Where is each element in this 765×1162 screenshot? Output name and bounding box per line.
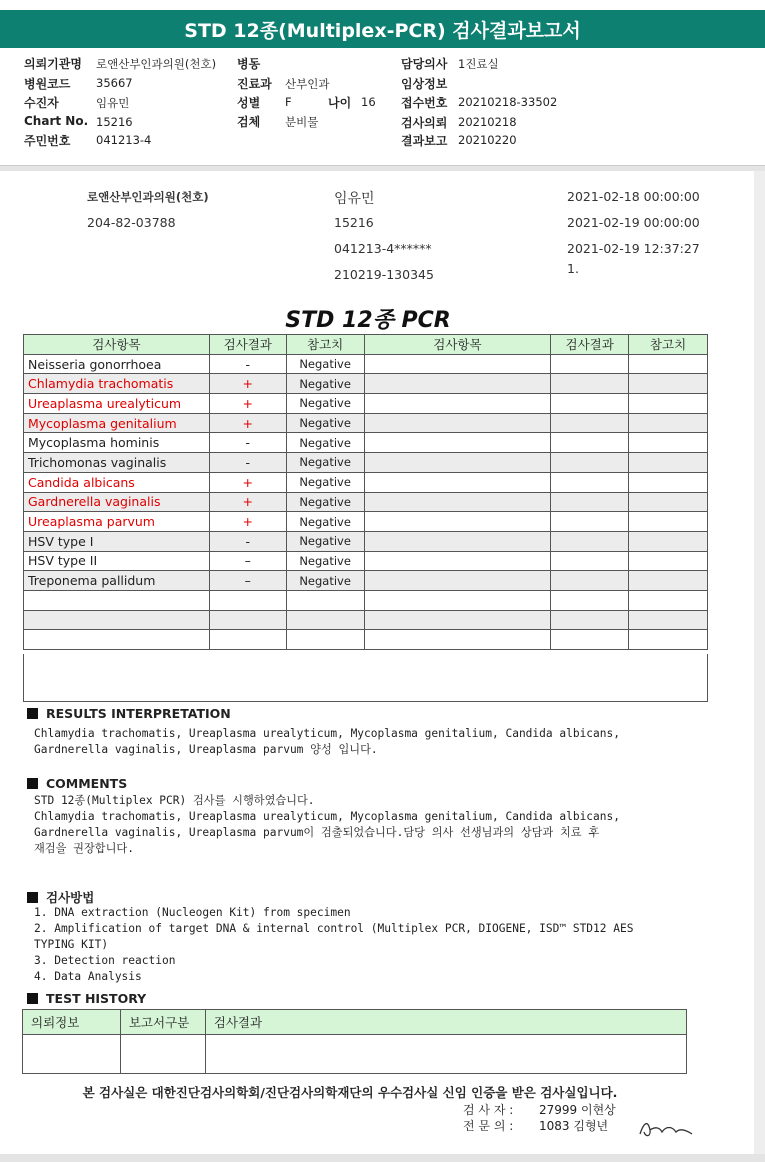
table-row (24, 492, 708, 512)
test-result-cell: + (209, 492, 286, 512)
test-item-cell (24, 590, 210, 610)
history-title-text: TEST HISTORY (46, 991, 147, 1006)
report-chart-no: 15216 (334, 215, 374, 230)
empty-cell (364, 354, 551, 374)
test-result-cell: - (209, 433, 286, 453)
value-specimen: 분비물 (285, 115, 319, 129)
page-margin-right (754, 171, 765, 1154)
empty-cell (364, 472, 551, 492)
empty-cell (629, 630, 708, 650)
tester-name: 27999 이현상 (539, 1103, 616, 1117)
reference-cell (286, 610, 364, 630)
history-cell (205, 1035, 686, 1074)
empty-cell (551, 630, 629, 650)
empty-cell (364, 551, 551, 571)
history-header-request-info: 의뢰정보 (23, 1010, 121, 1035)
empty-cell (551, 531, 629, 551)
results-table (23, 334, 708, 650)
table-row (24, 630, 708, 650)
label-ward: 병동 (237, 57, 261, 71)
header-reference-2: 참고치 (629, 335, 708, 355)
table-row (24, 571, 708, 591)
label-department: 진료과 (237, 77, 272, 91)
empty-cell (629, 512, 708, 532)
test-result-cell: - (209, 453, 286, 473)
empty-cell (551, 492, 629, 512)
empty-cell (364, 590, 551, 610)
empty-cell (364, 453, 551, 473)
results-table-header (24, 335, 708, 355)
history-table-row (23, 1035, 687, 1074)
history-cell (120, 1035, 205, 1074)
empty-cell (364, 512, 551, 532)
results-table-footer-space (23, 654, 708, 702)
empty-cell (364, 531, 551, 551)
test-result-cell: + (209, 413, 286, 433)
empty-cell (551, 472, 629, 492)
table-row (24, 413, 708, 433)
doctor-label: 전 문 의 : (463, 1119, 514, 1133)
interpretation-text: Chlamydia trachomatis, Ureaplasma urealyticum, Mycoplasma genitalium, Candida albicans, Gardnerella vaginalis, Ureaplasma parvum 양성 입니다. (34, 727, 620, 756)
test-result-cell: + (209, 512, 286, 532)
value-sex: F (285, 95, 292, 109)
value-doctor: 1진료실 (458, 57, 499, 71)
report-specimen-no: 210219-130345 (334, 267, 434, 282)
report-page-no: 1. (567, 261, 579, 276)
test-result-cell: - (209, 354, 286, 374)
header-result: 검사결과 (209, 335, 286, 355)
history-cell (23, 1035, 121, 1074)
empty-cell (551, 394, 629, 414)
reference-cell: Negative (286, 512, 364, 532)
empty-cell (629, 531, 708, 551)
label-requesting-institution: 의뢰기관명 (24, 57, 82, 71)
comments-title-text: COMMENTS (46, 776, 128, 791)
method-text: 1. DNA extraction (Nucleogen Kit) from specimen 2. Amplification of target DNA & internal control (Multiplex PCR, DIOGENE, ISD™ STD12 AES TYPING KIT) 3. Detection reaction 4. Data Analysis (34, 906, 634, 983)
label-sex: 성별 (237, 96, 261, 110)
header-reference: 참고치 (286, 335, 364, 355)
label-patient: 수진자 (24, 96, 59, 110)
test-result-cell (209, 610, 286, 630)
empty-cell (629, 433, 708, 453)
empty-cell (629, 571, 708, 591)
test-item-cell: Mycoplasma genitalium (24, 413, 210, 433)
page-margin-bottom (0, 1154, 765, 1162)
empty-cell (364, 571, 551, 591)
certification-notice: 본 검사실은 대한진단검사의학회/진단검사의학재단의 우수검사실 신임 인증을 받은 검사실입니다. (82, 1085, 618, 1100)
empty-cell (629, 413, 708, 433)
label-chart-no: Chart No. (24, 114, 89, 128)
empty-cell (364, 413, 551, 433)
empty-cell (551, 610, 629, 630)
value-resident-number: 041213-4 (96, 133, 152, 147)
table-row (24, 610, 708, 630)
empty-cell (364, 394, 551, 414)
empty-cell (551, 551, 629, 571)
empty-cell (551, 354, 629, 374)
reference-cell (286, 630, 364, 650)
table-row (24, 374, 708, 394)
test-item-cell (24, 630, 210, 650)
test-item-cell: Treponema pallidum (24, 571, 210, 591)
section-bullet-icon (27, 892, 38, 903)
empty-cell (364, 374, 551, 394)
empty-cell (629, 453, 708, 473)
label-doctor: 담당의사 (401, 57, 448, 71)
value-department: 산부인과 (285, 77, 330, 91)
doctor-name: 1083 김형년 (539, 1119, 609, 1133)
table-row (24, 531, 708, 551)
table-row (24, 551, 708, 571)
table-row (24, 394, 708, 414)
label-test-request: 검사의뢰 (401, 116, 448, 130)
patient-info-block (0, 48, 765, 166)
empty-cell (551, 413, 629, 433)
interpretation-title (27, 706, 231, 721)
empty-cell (551, 374, 629, 394)
table-row (24, 354, 708, 374)
empty-cell (364, 630, 551, 650)
history-title (27, 991, 146, 1006)
section-bullet-icon (27, 778, 38, 789)
table-row (24, 453, 708, 473)
test-result-cell: - (209, 531, 286, 551)
empty-cell (629, 394, 708, 414)
report-patient: 임유민 (334, 191, 375, 207)
test-item-cell: Trichomonas vaginalis (24, 453, 210, 473)
header-test-item: 검사항목 (24, 335, 210, 355)
history-table-header (23, 1010, 687, 1035)
empty-cell (551, 453, 629, 473)
empty-cell (629, 492, 708, 512)
empty-cell (629, 354, 708, 374)
tester-label: 검 사 자 : (463, 1103, 514, 1117)
method-title-text: 검사방법 (46, 890, 95, 905)
comments-title (27, 776, 127, 791)
value-result-report: 20210220 (458, 133, 517, 147)
test-item-cell: Chlamydia trachomatis (24, 374, 210, 394)
reference-cell: Negative (286, 472, 364, 492)
value-chart-no: 15216 (96, 115, 133, 129)
comments-text: STD 12종(Multiplex PCR) 검사를 시행하였습니다. Chlamydia trachomatis, Ureaplasma urealyticum, Mycoplasma genitalium, Candida albicans, Gardnerella vaginalis, Ureaplasma parvum이 검출되었습니다.담당 의사 선생님과의 상담과 치료 후 재검을 권장합니다. (34, 794, 620, 855)
test-result-cell: + (209, 394, 286, 414)
label-specimen: 검체 (237, 115, 261, 129)
reference-cell: Negative (286, 492, 364, 512)
header-result-2: 검사결과 (551, 335, 629, 355)
label-age: 나이 (328, 96, 352, 110)
reference-cell: Negative (286, 354, 364, 374)
history-table (22, 1009, 687, 1074)
table-row (24, 590, 708, 610)
test-item-cell: Mycoplasma hominis (24, 433, 210, 453)
history-header-result: 검사결과 (205, 1010, 686, 1035)
label-clinical-info: 임상정보 (401, 77, 448, 91)
empty-cell (364, 610, 551, 630)
label-receipt-no: 접수번호 (401, 96, 448, 110)
empty-cell (364, 433, 551, 453)
reference-cell: Negative (286, 551, 364, 571)
empty-cell (629, 610, 708, 630)
empty-cell (629, 374, 708, 394)
empty-cell (551, 433, 629, 453)
label-resident-number: 주민번호 (24, 134, 71, 148)
test-result-cell: + (209, 472, 286, 492)
value-test-request: 20210218 (458, 115, 517, 129)
report-reg-no: 204-82-03788 (87, 215, 176, 230)
value-age: 16 (361, 95, 376, 109)
test-result-cell: – (209, 551, 286, 571)
value-requesting-institution: 로앤산부인과의원(천호) (96, 57, 217, 71)
header-test-item-2: 검사항목 (364, 335, 551, 355)
reference-cell: Negative (286, 571, 364, 591)
table-row (24, 472, 708, 492)
value-hospital-code: 35667 (96, 76, 133, 90)
empty-cell (551, 571, 629, 591)
history-header-report-type: 보고서구분 (120, 1010, 205, 1035)
value-receipt-no: 20210218-33502 (458, 95, 558, 109)
section-bullet-icon (27, 993, 38, 1004)
reference-cell: Negative (286, 453, 364, 473)
report-clinic: 로앤산부인과의원(천호) (87, 190, 209, 204)
test-item-cell: Gardnerella vaginalis (24, 492, 210, 512)
method-title (27, 888, 94, 906)
report-title: STD 12종(Multiplex-PCR) 검사결과보고서 (0, 10, 765, 48)
label-hospital-code: 병원코드 (24, 77, 71, 91)
test-item-cell: HSV type II (24, 551, 210, 571)
interpretation-title-text: RESULTS INTERPRETATION (46, 706, 231, 721)
pcr-title: STD 12종 PCR (285, 308, 451, 333)
test-item-cell: Ureaplasma urealyticum (24, 394, 210, 414)
test-result-cell (209, 630, 286, 650)
empty-cell (364, 492, 551, 512)
table-row (24, 433, 708, 453)
test-item-cell (24, 610, 210, 630)
reference-cell: Negative (286, 394, 364, 414)
report-rrn: 041213-4****** (334, 241, 432, 256)
test-item-cell: HSV type I (24, 531, 210, 551)
test-result-cell: – (209, 571, 286, 591)
empty-cell (629, 551, 708, 571)
label-result-report: 결과보고 (401, 134, 448, 148)
test-result-cell (209, 590, 286, 610)
test-item-cell: Ureaplasma parvum (24, 512, 210, 532)
empty-cell (551, 512, 629, 532)
table-row (24, 512, 708, 532)
reference-cell (286, 590, 364, 610)
report-date-1: 2021-02-18 00:00:00 (567, 189, 700, 204)
section-bullet-icon (27, 708, 38, 719)
reference-cell: Negative (286, 413, 364, 433)
test-item-cell: Candida albicans (24, 472, 210, 492)
reference-cell: Negative (286, 531, 364, 551)
signature-icon (636, 1112, 696, 1142)
empty-cell (629, 590, 708, 610)
value-patient: 임유민 (96, 96, 130, 110)
test-item-cell: Neisseria gonorrhoea (24, 354, 210, 374)
reference-cell: Negative (286, 374, 364, 394)
report-date-2: 2021-02-19 00:00:00 (567, 215, 700, 230)
test-result-cell: + (209, 374, 286, 394)
empty-cell (551, 590, 629, 610)
empty-cell (629, 472, 708, 492)
report-date-3: 2021-02-19 12:37:27 (567, 241, 700, 256)
reference-cell: Negative (286, 433, 364, 453)
